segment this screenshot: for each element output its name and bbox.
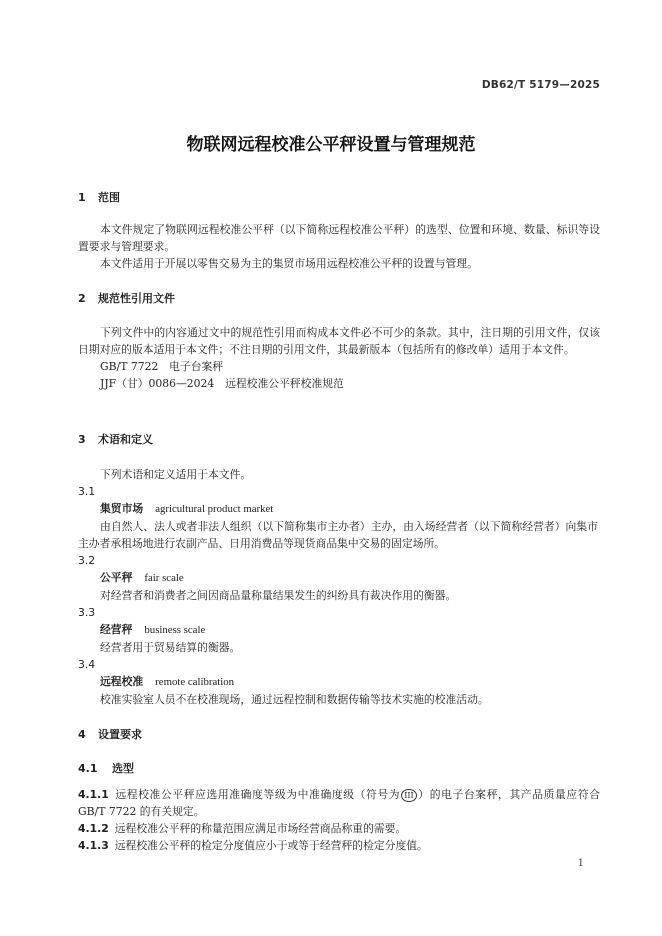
section-1 (78, 189, 600, 206)
term-definition: 校准实验室人员不在校准现场，通过远程控制和数据传输等技术实施的校准活动。 (100, 693, 489, 706)
clause-text: 远程校准公平秤应选用准确度等级为中准确度级（符号为 (114, 788, 401, 801)
page-number: 1 (577, 858, 584, 869)
term-en: agricultural product market (155, 503, 274, 515)
term-definition: 对经营者和消费者之间因商品量称量结果发生的纠纷具有裁决作用的衡器。 (100, 589, 457, 602)
clause-number: 4.1.3 (78, 839, 109, 852)
section-heading (78, 431, 600, 448)
clause-number: 4.1.2 (78, 822, 109, 835)
clause-text: 远程校准公平秤的检定分度值应小于或等于经营秤的检定分度值。 (114, 839, 428, 852)
term-en: business scale (144, 624, 206, 636)
section-3 (78, 431, 600, 448)
section-title: 设置要求 (98, 728, 142, 741)
paragraph: 本文件适用于开展以零售交易为主的集贸市场用远程校准公平秤的设置与管理。 (100, 257, 478, 270)
subsection-4-1 (78, 760, 600, 777)
term-number: 3.1 (78, 485, 96, 498)
section-2 (78, 290, 600, 307)
clause-number: 4.1.1 (78, 788, 109, 801)
section-number: 3 (78, 433, 86, 446)
term-number: 3.4 (78, 658, 96, 671)
term-entry (78, 483, 598, 552)
section-title: 范围 (98, 191, 120, 204)
term-cn: 公平秤 (100, 571, 133, 584)
term-number: 3.2 (78, 554, 96, 567)
subsection-title: 选型 (112, 762, 134, 775)
reference-item: GB/T 7722 电子台案秤 (100, 360, 224, 373)
clause-text: ）的电子台案秤，其产品质量应符合 GB/T 7722 的有关规定。 (78, 788, 601, 818)
term-en: fair scale (144, 572, 184, 584)
term-en: remote calibration (155, 676, 235, 688)
section-heading (78, 290, 600, 307)
term-entry (78, 656, 598, 708)
paragraph: 下列文件中的内容通过文中的规范性引用而构成本文件必不可少的条款。其中，注日期的引用文件，仅该日期对应的版本适用于本文件；不注日期的引用文件，其最新版本（包括所有的修改单）适用于本文件。 (78, 326, 600, 356)
term-name (78, 500, 598, 518)
term-cn: 远程校准 (100, 675, 144, 688)
clause (78, 820, 600, 837)
term-entry (78, 604, 598, 656)
term-definition: 由自然人、法人或者非法人组织（以下简称集市主办者）主办，由入场经营者（以下简称经营者）向集市主办者承租场地进行农副产品、日用消费品等现货商品集中交易的固定场所。 (78, 520, 598, 550)
term-name (78, 569, 598, 587)
term-cn: 集贸市场 (100, 502, 144, 515)
clause (78, 786, 600, 820)
term-cn: 经营秤 (100, 623, 133, 636)
reference-item: JJF（甘）0086—2024 远程校准公平秤校准规范 (100, 377, 344, 390)
term-number: 3.3 (78, 606, 96, 619)
section-number: 1 (78, 191, 86, 204)
term-name (78, 673, 598, 691)
section-2-body (78, 324, 600, 392)
section-4 (78, 726, 600, 743)
subsection-heading (78, 760, 600, 777)
section-number: 2 (78, 292, 86, 305)
subsection-4-1-body (78, 786, 600, 854)
term-name (78, 621, 598, 639)
paragraph: 下列术语和定义适用于本文件。 (100, 468, 252, 481)
section-3-body (78, 466, 598, 708)
clause (78, 837, 600, 854)
accuracy-class-symbol: III (401, 789, 416, 802)
clause-text: 远程校准公平秤的称量范围应满足市场经营商品称重的需要。 (114, 822, 407, 835)
section-title: 规范性引用文件 (98, 292, 175, 305)
section-number: 4 (78, 728, 86, 741)
section-1-body (78, 221, 600, 272)
paragraph: 本文件规定了物联网远程校准公平秤（以下简称远程校准公平秤）的选型、位置和环境、数量、标识等设置要求与管理要求。 (78, 223, 600, 253)
term-entry (78, 552, 598, 604)
subsection-number: 4.1 (78, 762, 98, 775)
document-title: 物联网远程校准公平秤设置与管理规范 (186, 135, 476, 155)
standard-code: DB62/T 5179—2025 (481, 79, 600, 91)
section-heading (78, 189, 600, 206)
section-heading (78, 726, 600, 743)
term-definition: 经营者用于贸易结算的衡器。 (100, 641, 241, 654)
section-title: 术语和定义 (98, 433, 153, 446)
